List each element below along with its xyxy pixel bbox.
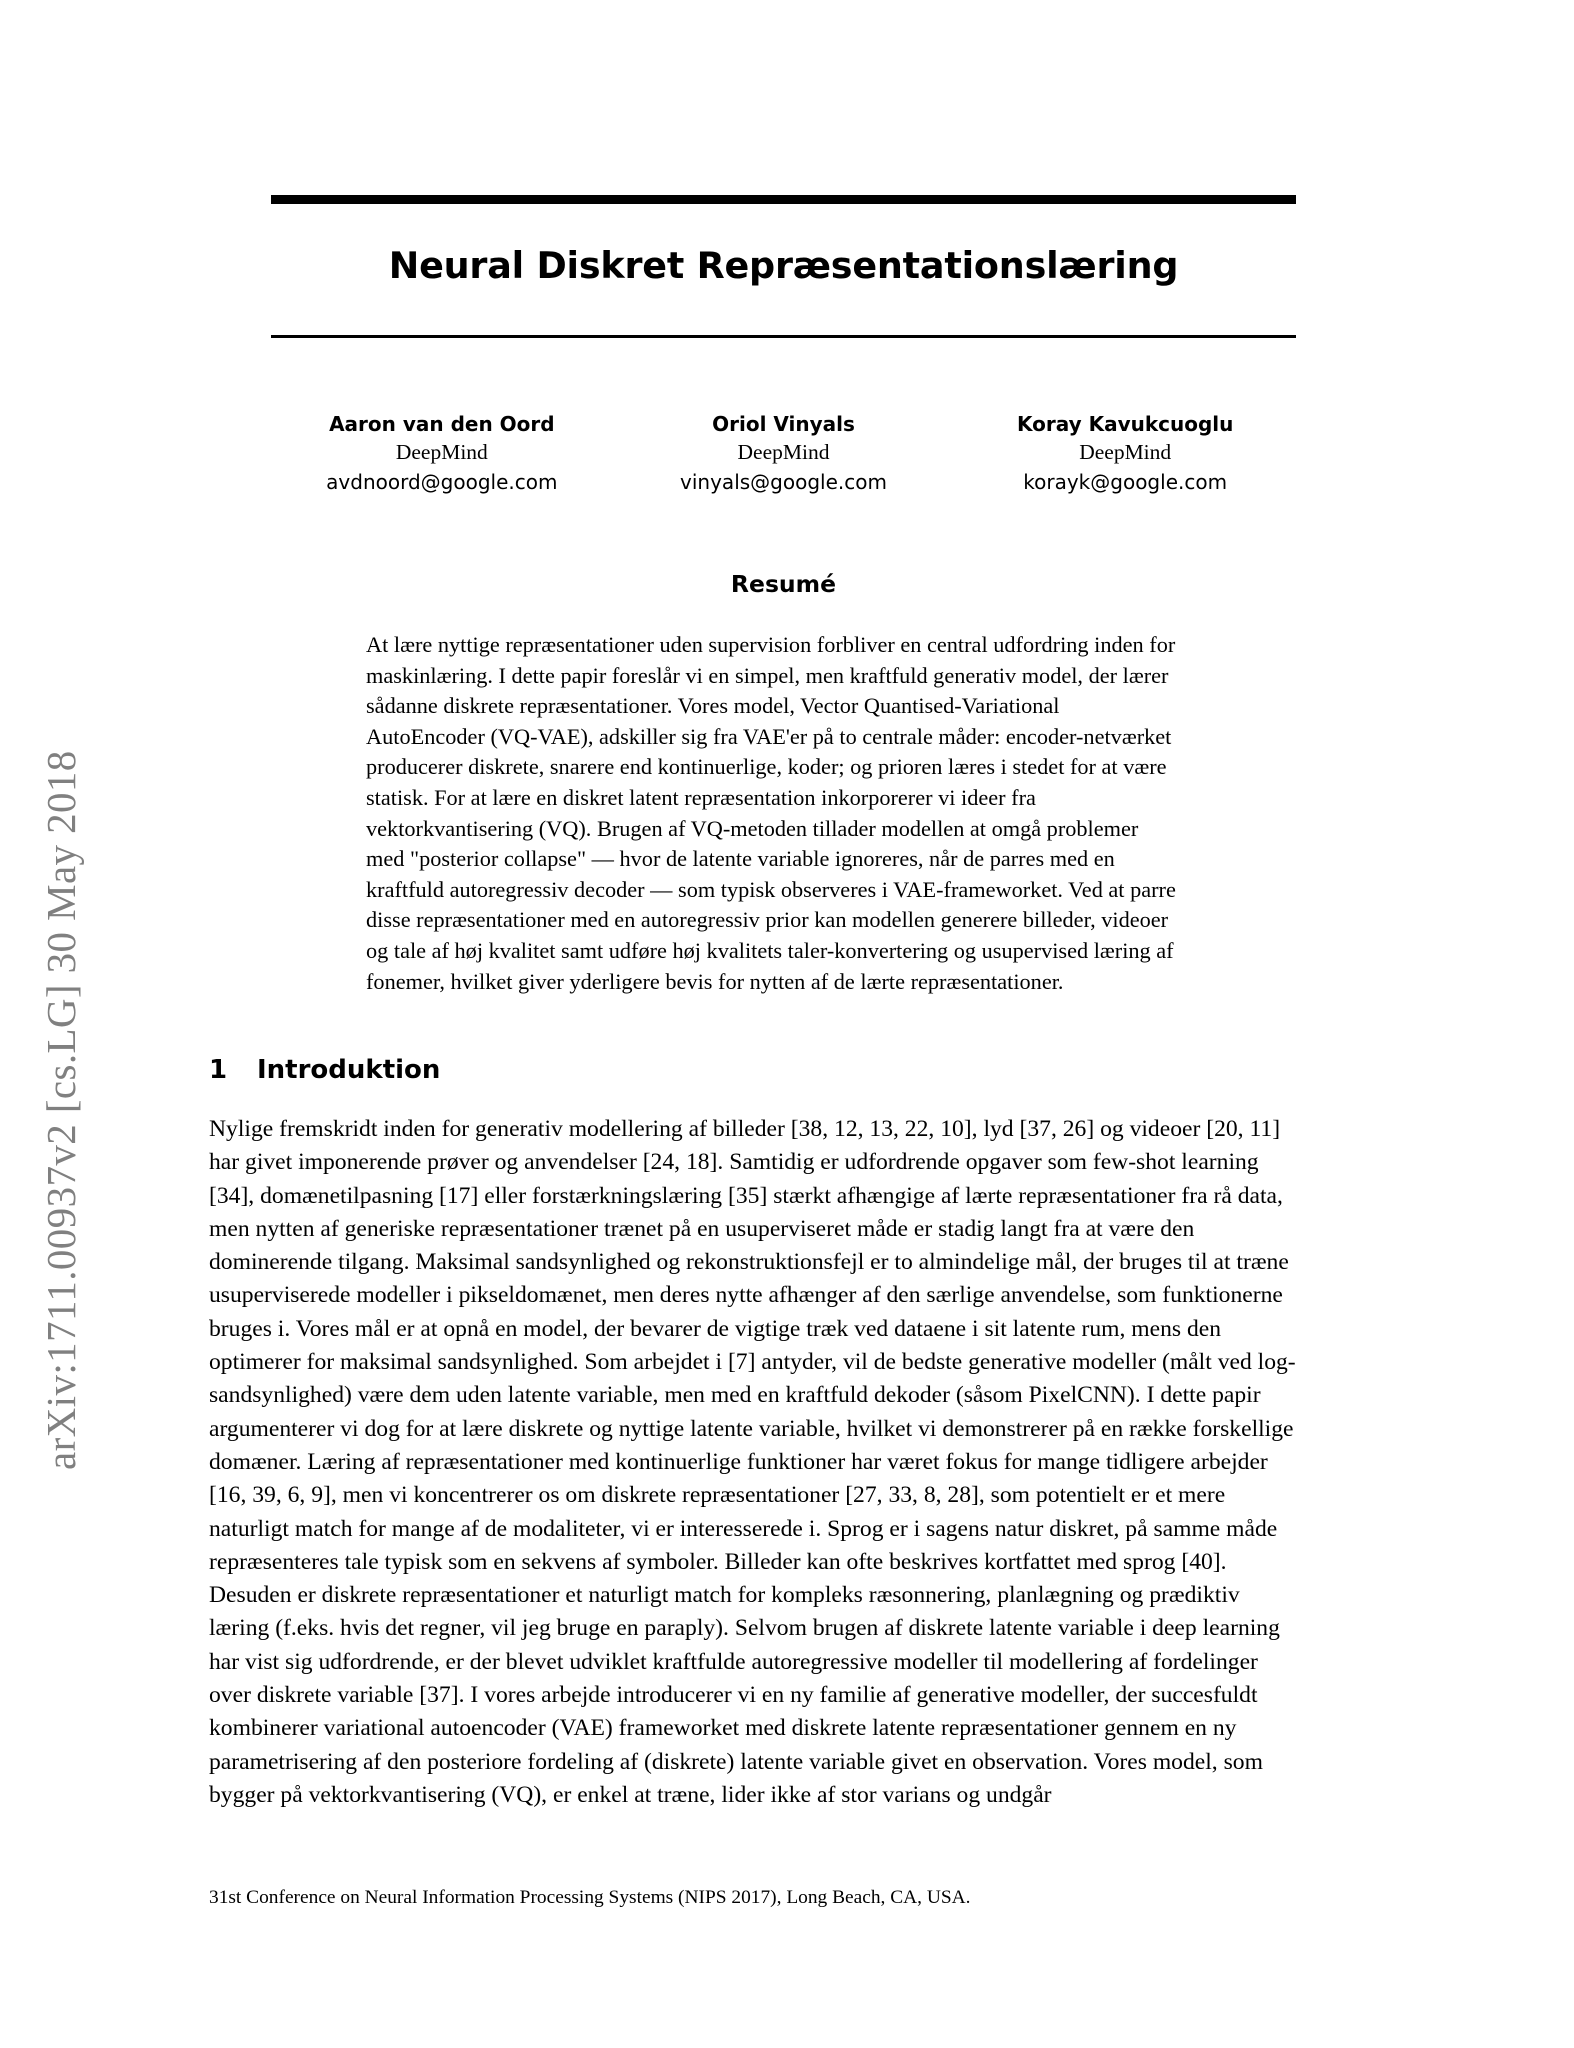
author-affiliation: DeepMind (1079, 440, 1172, 464)
author-affiliation: DeepMind (737, 440, 830, 464)
abstract-paragraph: At lære nyttige repræsentationer uden supervision forbliver en central udfordring inden for maskinlæring. I dette papir foreslår vi en simpel, men kraftfuld generativ model, der lærer sådanne diskrete repræsentationer. Vores model, Vector Quantised-Variational AutoEncoder (VQ-VAE), adskiller sig fra VAE'er på to centrale måder: encoder-netværket producerer diskrete, snarere end kontinuerlige, koder; og prioren læres i stedet for at være statisk. For at lære en diskret latent repræsentation inkorporerer vi ideer fra vektorkvantisering (VQ). Brugen af VQ-metoden tillader modellen at omgå problemer med "posterior collapse" — hvor de latente variable ignoreres, når de parres med en kraftfuld autoregressiv decoder — som typisk observeres i VAE-frameworket. Ved at parre disse repræsentationer med en autoregressiv prior kan modellen generere billeder, videoer og tale af høj kvalitet samt udføre høj kvalitets taler-konvertering og usupervised læring af fonemer, hvilket giver yderligere bevis for nytten af de lærte repræsentationer. (366, 632, 1176, 994)
conference-footnote: 31st Conference on Neural Information Processing Systems (NIPS 2017), Long Beach, CA, USA. (209, 1887, 971, 1908)
section-body (209, 1113, 1299, 1812)
author-affiliation: DeepMind (395, 440, 488, 464)
author-name: Aaron van den Oord (329, 412, 555, 436)
abstract-body (366, 630, 1176, 997)
author-block (271, 410, 1296, 497)
author-email[interactable]: vinyals@google.com (680, 470, 887, 494)
author-entry (954, 410, 1296, 497)
paper-content-column (209, 0, 1296, 2048)
section-title: Introduktion (257, 1055, 441, 1085)
title-bottom-rule (271, 335, 1296, 338)
section-heading (209, 1055, 1299, 1085)
arxiv-identifier-stamp: arXiv:1711.00937v2 [cs.LG] 30 May 2018 (38, 750, 84, 1470)
author-name: Oriol Vinyals (712, 412, 855, 436)
abstract-heading: Resumé (730, 570, 837, 598)
author-email[interactable]: korayk@google.com (1023, 470, 1228, 494)
author-name: Koray Kavukcuoglu (1016, 412, 1234, 436)
page-title: Neural Diskret Repræsentationslæring (388, 244, 1179, 287)
body-paragraph: Nylige fremskridt inden for generativ modellering af billeder [38, 12, 13, 22, 10], lyd [37, 26] og videoer [20, 11] har givet imponerende prøver og anvendelser [24, 18]. Samtidig er udfordrende opgaver som few-shot learning [34], domænetilpasning [17] eller forstærkningslæring [35] stærkt afhængige af lærte repræsentationer fra rå data, men nytten af generiske repræsentationer trænet på en usuperviseret måde er stadig langt fra at være den dominerende tilgang. Maksimal sandsynlighed og rekonstruktionsfejl er to almindelige mål, der bruges til at træne usuperviserede modeller i pikseldomænet, men deres nytte afhænger af den særlige anvendelse, som funktionerne bruges i. Vores mål er at opnå en model, der bevarer de vigtige træk ved dataene i sit latente rum, mens den optimerer for maksimal sandsynlighed. Som arbejdet i [7] antyder, vil de bedste generative modeller (målt ved log-sandsynlighed) være dem uden latente variable, men med en kraftfuld dekoder (såsom PixelCNN). I dette papir argumenterer vi dog for at lære diskrete og nyttige latente variable, hvilket vi demonstrerer på en række forskellige domæner. Læring af repræsentationer med kontinuerlige funktioner har været fokus for mange tidligere arbejder [16, 39, 6, 9], men vi koncentrerer os om diskrete repræsentationer [27, 33, 8, 28], som potentielt er et mere naturligt match for mange af de modaliteter, vi er interesserede i. Sprog er i sagens natur diskret, på samme måde repræsenteres tale typisk som en sekvens af symboler. Billeder kan ofte beskrives kortfattet med sprog [40]. Desuden er diskrete repræsentationer et naturligt match for kompleks ræsonnering, planlægning og prædiktiv læring (f.eks. hvis det regner, vil jeg bruge en paraply). Selvom brugen af diskrete latente variable i deep learning har vist sig udfordrende, er der blevet udviklet kraftfulde autoregressive modeller til modellering af fordelinger over diskrete variable [37]. I vores arbejde introducerer vi en ny familie af generative modeller, der succesfuldt kombinerer variational autoencoder (VAE) frameworket med diskrete latente repræsentationer gennem en ny parametrisering af den posteriore fordeling af (diskrete) latente variable givet en observation. Vores model, som bygger på vektorkvantisering (VQ), er enkel at træne, lider ikke af stor varians og undgår (209, 1116, 1296, 1808)
author-entry (613, 410, 955, 497)
title-top-rule (271, 195, 1296, 204)
author-email[interactable]: avdnoord@google.com (326, 470, 558, 494)
section-number: 1 (209, 1055, 228, 1085)
author-entry (271, 410, 613, 497)
